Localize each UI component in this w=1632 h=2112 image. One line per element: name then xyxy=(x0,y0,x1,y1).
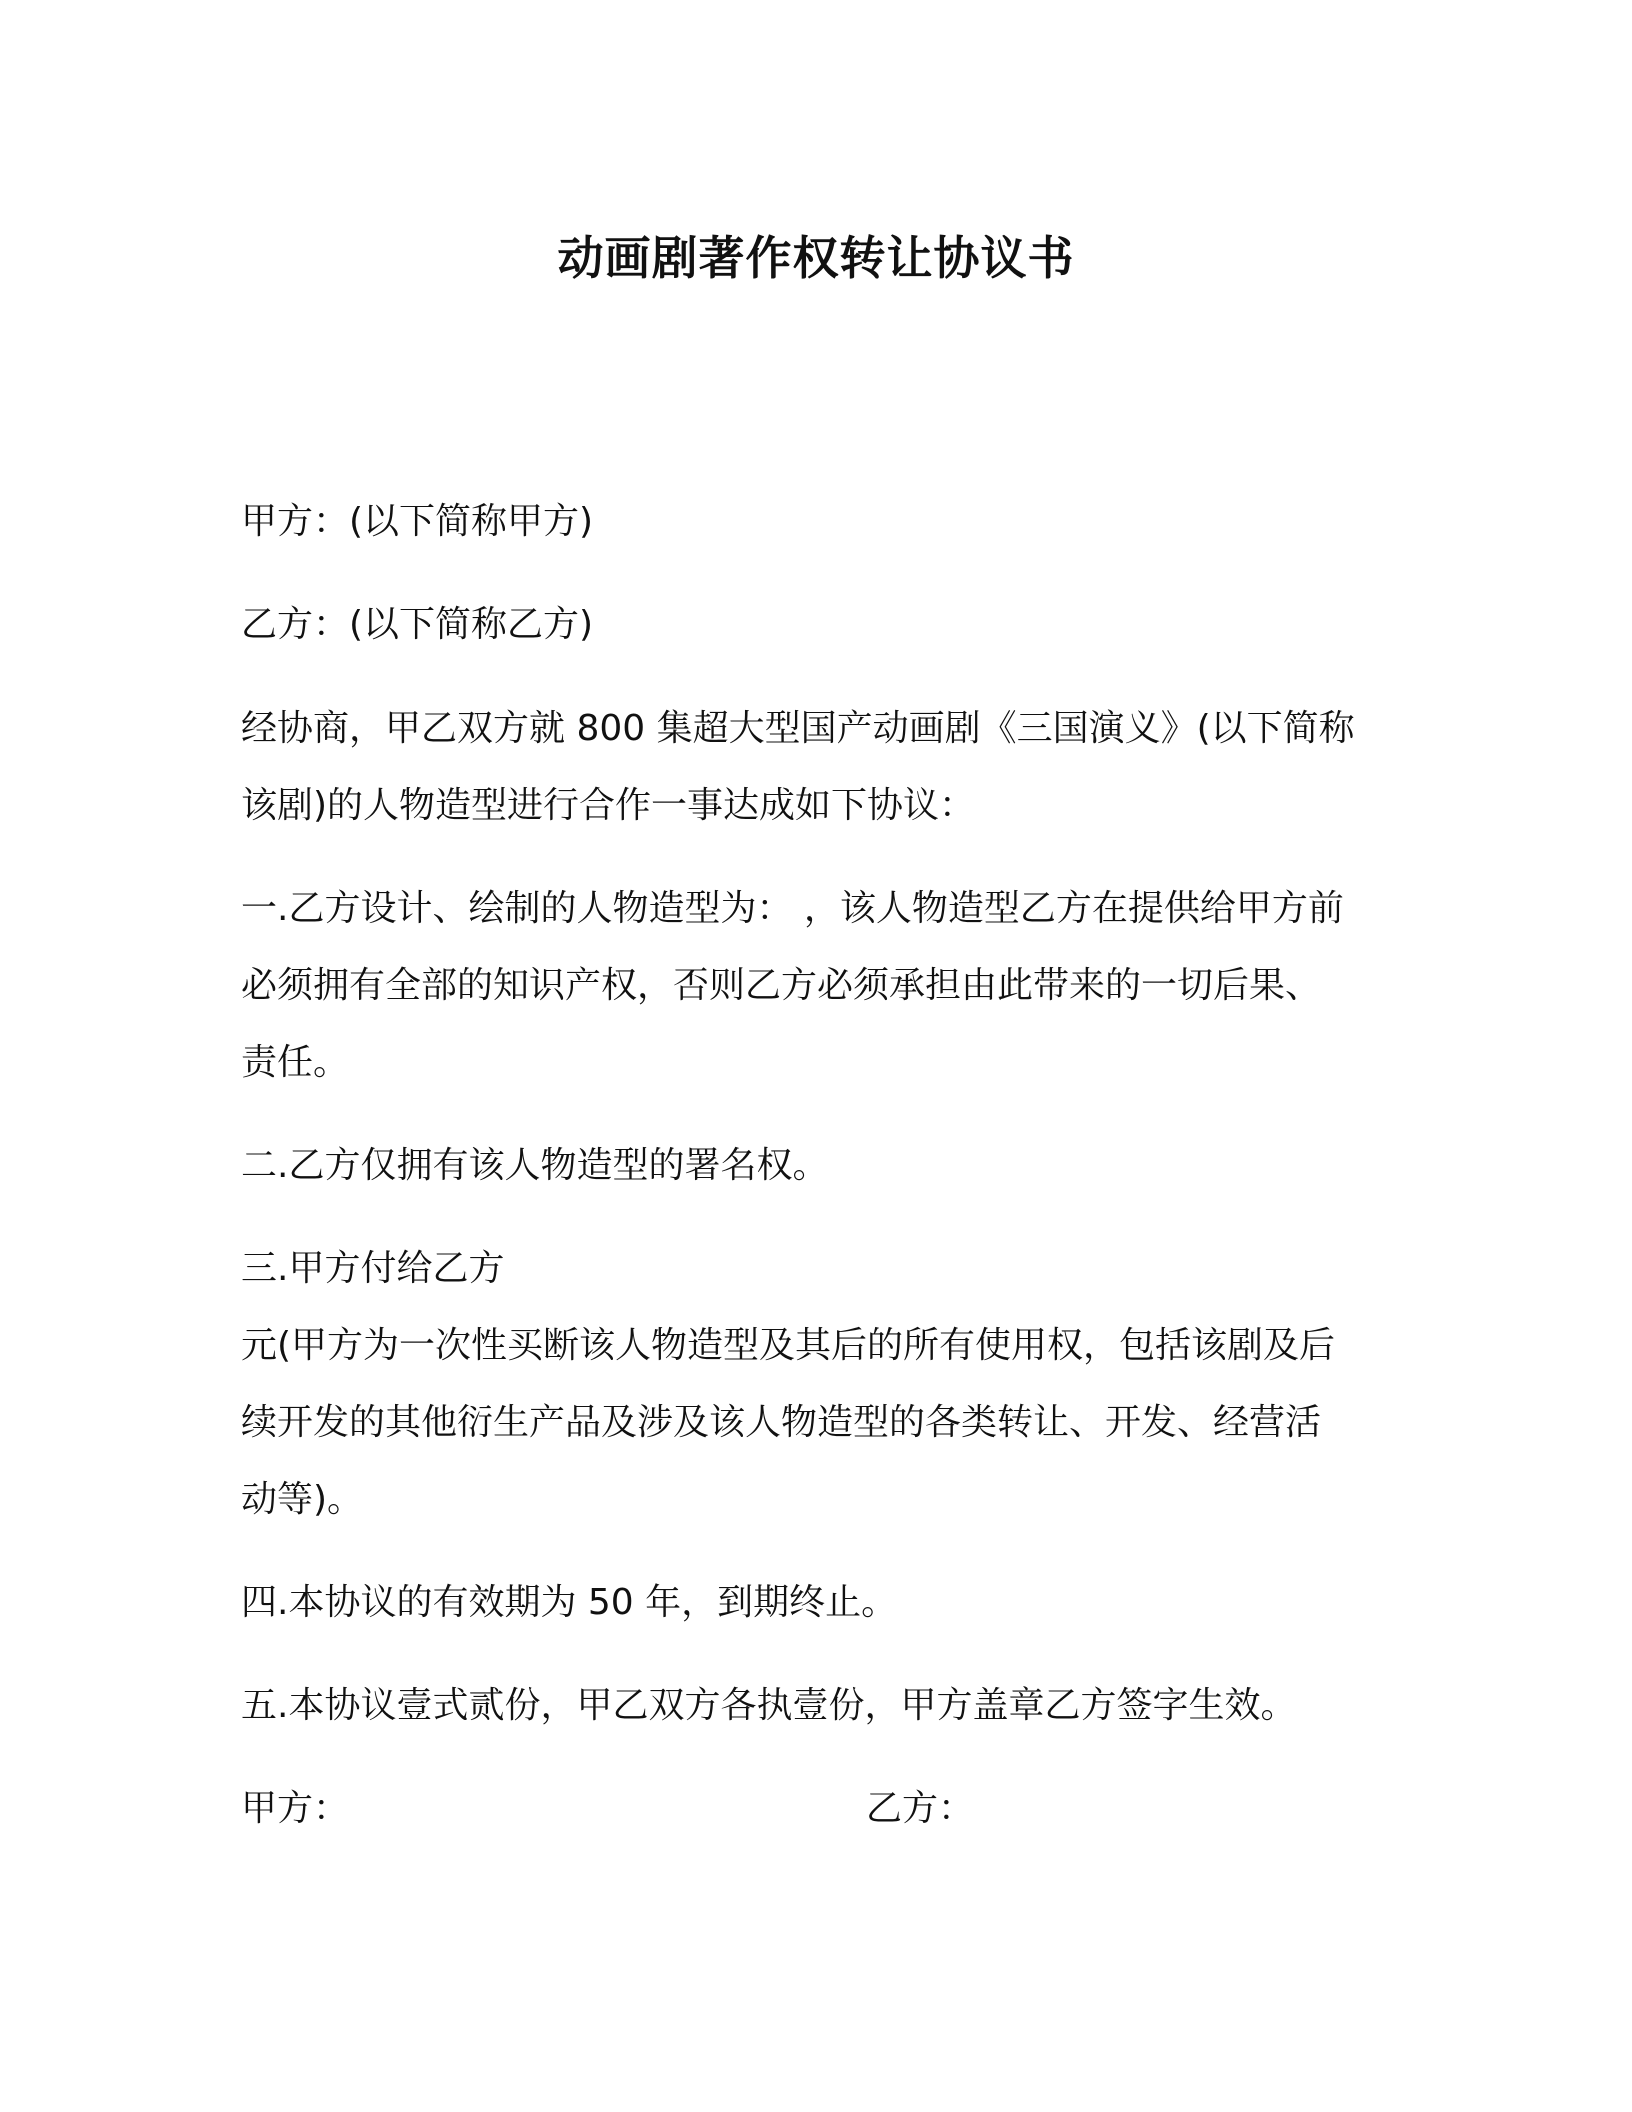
clause-1-line-2: 必须拥有全部的知识产权，否则乙方必须承担由此带来的一切后果、 xyxy=(241,965,1322,1006)
intro-line-2: 该剧)的人物造型进行合作一事达成如下协议： xyxy=(241,785,976,826)
intro-line-1: 经协商，甲乙双方就 800 集超大型国产动画剧《三国演义》(以下简称 xyxy=(241,708,1355,749)
clause-2: 二.乙方仅拥有该人物造型的署名权。 xyxy=(241,1145,829,1186)
signature-party-a: 甲方： xyxy=(241,1788,350,1829)
clause-4: 四.本协议的有效期为 50 年，到期终止。 xyxy=(241,1582,898,1623)
clause-3-line-3: 续开发的其他衍生产品及涉及该人物造型的各类转让、开发、经营活 xyxy=(241,1402,1322,1443)
clause-3-line-1: 三.甲方付给乙方 xyxy=(241,1248,505,1289)
clause-3-line-2: 元(甲方为一次性买断该人物造型及其后的所有使用权，包括该剧及后 xyxy=(241,1325,1336,1366)
party-a-line: 甲方：(以下简称甲方) xyxy=(241,501,594,542)
clause-1-line-1: 一.乙方设计、绘制的人物造型为： ，该人物造型乙方在提供给甲方前 xyxy=(241,888,1344,929)
signature-party-b: 乙方： xyxy=(866,1788,975,1829)
clause-5: 五.本协议壹式贰份，甲乙双方各执壹份，甲方盖章乙方签字生效。 xyxy=(241,1685,1297,1726)
clause-1-line-3: 责任。 xyxy=(241,1042,350,1083)
document-title: 动画剧著作权转让协议书 xyxy=(557,231,1075,285)
clause-3-line-4: 动等)。 xyxy=(241,1479,364,1520)
party-b-line: 乙方：(以下简称乙方) xyxy=(241,604,594,645)
